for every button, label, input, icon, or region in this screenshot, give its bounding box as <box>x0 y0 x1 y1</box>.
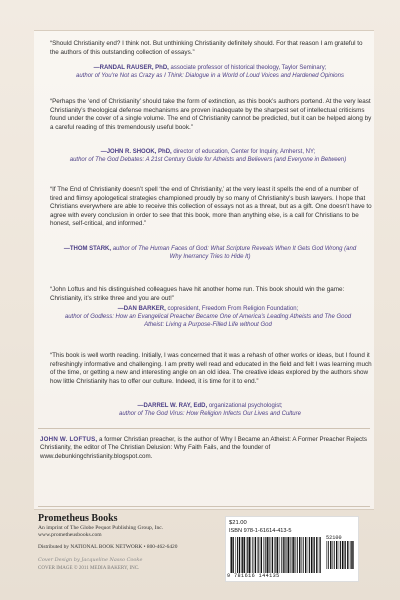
publisher-url: www.prometheusbooks.com <box>38 532 102 538</box>
barcode-bar <box>244 537 245 573</box>
barcode-bar <box>311 537 312 573</box>
barcode-bar <box>263 537 264 573</box>
publisher-block <box>38 513 238 573</box>
barcode-bar <box>237 537 238 573</box>
barcode-bar <box>241 537 242 573</box>
cover-image-credit: COVER IMAGE © 2011 MEDIA BAKERY, INC. <box>38 566 140 572</box>
quote-ray-attribution <box>60 402 360 418</box>
quote-shook-role: director of education, Center for Inquiry, Amherst, NY; <box>173 149 316 155</box>
quote-barker-attribution <box>58 305 358 330</box>
barcode-bar <box>257 537 258 573</box>
quote-shook-attribution <box>58 148 358 164</box>
price-label: $21.00 <box>229 520 247 526</box>
barcode-bar <box>258 537 259 573</box>
barcode-bar <box>299 537 300 573</box>
barcode-bar <box>292 537 293 573</box>
divider <box>38 428 370 429</box>
barcode-bar <box>242 537 243 573</box>
barcode-bar <box>274 537 275 573</box>
barcode-bar <box>283 537 284 573</box>
barcode-bar <box>246 537 247 573</box>
barcode-bar <box>328 541 329 569</box>
author-bio <box>40 436 370 461</box>
quote-rauser-role: associate professor of historical theology, Taylor Seminary; <box>170 65 327 71</box>
barcode-bar <box>268 537 269 573</box>
quote-rauser-name: —RANDAL RAUSER, PhD, <box>93 65 169 71</box>
quote-ray-name: —DARREL W. RAY, EdD, <box>137 403 208 409</box>
barcode-bar <box>314 537 315 573</box>
barcode-bar <box>320 537 321 573</box>
barcode-bar <box>352 541 353 569</box>
barcode-bar <box>340 541 341 569</box>
barcode-bar <box>305 537 306 573</box>
barcode-bar <box>347 541 348 569</box>
barcode-bar <box>286 537 287 573</box>
barcode-bar <box>235 537 236 573</box>
quote-stark-attribution <box>60 245 360 261</box>
barcode-bar <box>319 537 320 573</box>
quote-ray-role: organizational psychologist; <box>208 403 283 409</box>
barcode-bar <box>308 537 309 573</box>
barcode-bar <box>249 537 250 573</box>
barcode-bar <box>272 537 273 573</box>
barcode-bar <box>261 537 262 573</box>
barcode-bar <box>231 537 232 573</box>
barcode-bar <box>265 537 266 573</box>
barcode-bar <box>232 537 233 573</box>
barcode-bar <box>313 537 314 573</box>
barcode-bar <box>309 537 310 573</box>
quote-stark-work: author of The Human Faces of God: What Scripture Reveals When It Gets God Wrong (and Why Inerrancy Tries to Hide It) <box>112 246 357 261</box>
publisher-name: Prometheus Books <box>38 513 118 524</box>
barcode-bar <box>281 537 282 573</box>
quote-stark-text: “If The End of Christianity doesn’t spell ‘the end of Christianity,’ at the very least it spells the end of a number of tired and flimsy apologetical strategies championed proudly by so many of Christianity’s bush lawyers. I hope that Christians everywhere are able to receive this collection of essays not as a threat, but as a gift. One doesn’t have to agree with every conclusion in order to see that this book, more than anything else, is a call for Christians to be honest, self-critical, and informed.” <box>50 186 372 228</box>
quote-rauser-text: “Should Christianity end? I think not. But unthinking Christianity definitely should. For that reason I am grateful to the authors of this outstanding collection of essays.” <box>50 40 363 56</box>
barcode-bar <box>251 537 252 573</box>
author-name: JOHN W. LOFTUS, <box>40 436 98 443</box>
quote-barker-work: author of Godless: How an Evangelical Preacher Became One of America’s Leading Atheists and The Good Atheist: Living a Purpose-Filled Life without God <box>64 314 352 329</box>
barcode-bar <box>255 537 256 573</box>
quote-shook-work: author of The God Debates: A 21st Century Guide for Atheists and Believers (and Everyone in Between) <box>69 157 347 164</box>
barcode-bar <box>330 541 331 569</box>
barcode-bar <box>336 541 337 569</box>
quote-barker-name: —DAN BARKER, <box>117 306 166 312</box>
barcode-bar <box>351 541 352 569</box>
barcode-bar <box>252 537 253 573</box>
quote-barker-role: copresident, Freedom From Religion Foundation; <box>167 306 299 312</box>
barcode-bar <box>288 537 289 573</box>
distributor-line: Distributed by NATIONAL BOOK NETWORK • 800-462-6420 <box>38 544 178 550</box>
quote-ray-work: author of The God Virus: How Religion Infects Our Lives and Culture <box>119 411 301 418</box>
isbn-label: ISBN 978-1-61614-413-5 <box>229 528 292 534</box>
barcode-bar <box>350 541 351 569</box>
barcode-bar <box>334 541 335 569</box>
barcode-bar <box>293 537 294 573</box>
author-bio-text: a former Christian preacher, is the author of Why I Became an Atheist: A Former Preacher Rejects Christianity, the editor of The Christian Delusion: Why Faith Fails, and the founder of www.debunkingchristianity.blogspot.com. <box>40 436 367 460</box>
barcode-bar <box>332 541 333 569</box>
quote-rauser-attribution <box>60 64 360 80</box>
barcode-bar <box>280 537 281 573</box>
addon-digits: 52100 <box>326 535 342 541</box>
quote-rauser-work: author of You're Not as Crazy as I Think: Dialogue in a World of Loud Voices and Hardened Opinions <box>76 73 344 80</box>
barcode-digits: 9 781616 144135 <box>227 573 280 579</box>
quote-ray-text: “This book is well worth reading. Initially, I was concerned that it was a rehash of other works or ideas, but I found it refreshingly informative and challenging. I am pretty well read and educated in the field and felt I was learning much of the time, or getting a new and interesting angle on an old idea. The creative ideas explored by the authors show how little Christianity has to offer our culture. Indeed, it is time for it to end.” <box>50 352 372 385</box>
barcode-bar <box>247 537 248 573</box>
barcode-bar <box>290 537 291 573</box>
barcode-bar <box>344 541 345 569</box>
barcode-bar <box>326 541 327 569</box>
barcode-bar <box>269 537 270 573</box>
barcode-bar <box>316 537 317 573</box>
publisher-imprint: An imprint of The Globe Pequot Publishing Group, Inc. <box>38 525 164 531</box>
barcode-bar <box>342 541 343 569</box>
barcode-bar <box>297 537 298 573</box>
barcode-bar <box>339 541 340 569</box>
cover-design-credit: Cover Design by Jacqueline Nasso Cooke <box>38 557 143 563</box>
price-addon-barcode <box>325 541 355 569</box>
barcode-bar <box>295 537 296 573</box>
barcode-bar <box>230 537 231 573</box>
barcode-bar <box>345 541 346 569</box>
quote-stark-name: —THOM STARK, <box>63 246 112 252</box>
quote-shook-text: “Perhaps the ‘end of Christianity’ should take the form of extinction, as this book’s authors portend. At the very least Christianity’s theological defense mechanisms are proven inadequate by the sharpest set of intellectual criticisms found under the cover of a single volume. The end of Christianity cannot be predicted, but it can be helped along by a careful reading of this tremendously useful book.” <box>50 98 372 131</box>
barcode-bar <box>303 537 304 573</box>
quote-shook-name: —JOHN R. SHOOK, PhD, <box>100 149 172 155</box>
barcode-bar <box>267 537 268 573</box>
barcode-bar <box>275 537 276 573</box>
divider <box>38 506 370 507</box>
isbn-barcode <box>229 537 321 573</box>
quote-barker-text: “John Loftus and his distinguished colleagues have hit another home run. This book should win the game: Christianity, it’s strike three and you are out!” <box>50 286 345 302</box>
barcode-bar <box>301 537 302 573</box>
barcode-bar <box>239 537 240 573</box>
barcode-bar <box>277 537 278 573</box>
barcode-bar <box>287 537 288 573</box>
